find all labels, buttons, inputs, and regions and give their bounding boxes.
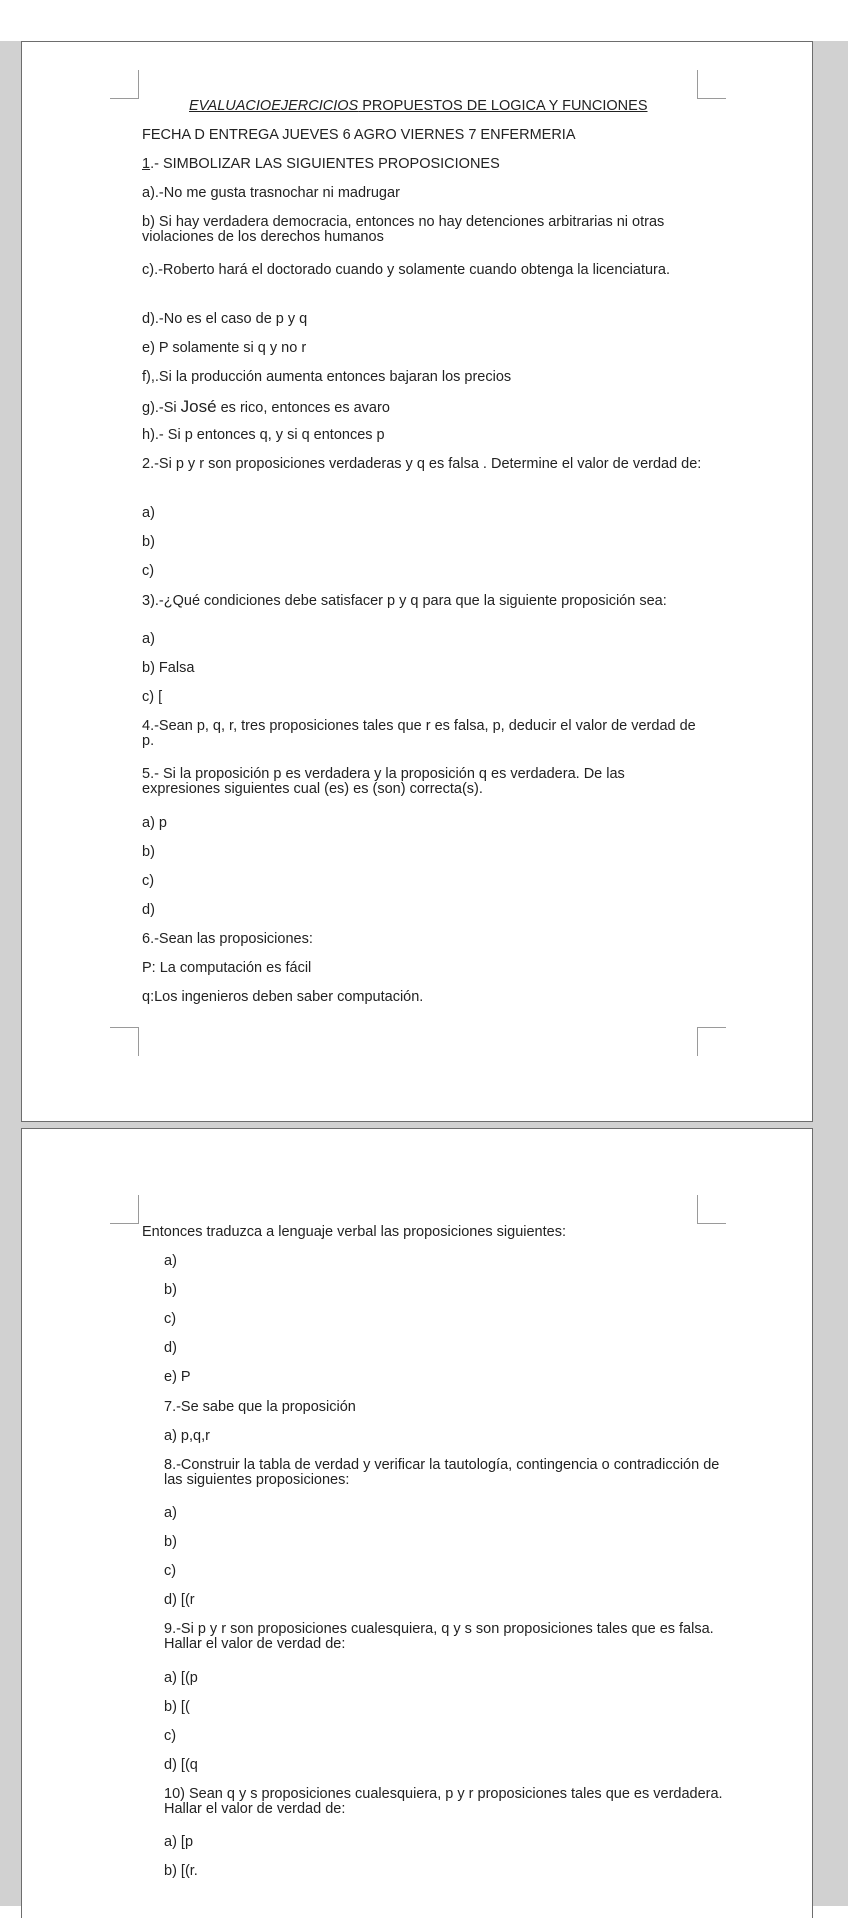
question-2-item-c: c) (142, 563, 155, 579)
question-5-item-c: c) (142, 873, 155, 889)
question-2-item-a: a) (142, 505, 155, 521)
question-9-item-c: c) (164, 1728, 177, 1744)
question-2-heading: 2.-Si p y r son proposiciones verdaderas y q es falsa . Determine el valor de verdad de: (142, 456, 702, 472)
margin-mark-bottom-right (697, 1027, 726, 1056)
translate-item-c: c) (164, 1311, 177, 1327)
question-1-item-h: h).- Si p entonces q, y si q entonces p (142, 427, 385, 443)
margin-mark-bottom-left (110, 1027, 139, 1056)
question-8-item-b: b) (164, 1534, 177, 1550)
question-3-item-a: a) (142, 631, 155, 647)
question-5-item-a: a) p (142, 815, 167, 831)
question-1-item-e: e) P solamente si q y no r (142, 340, 307, 356)
question-9-item-b: b) [( (164, 1699, 190, 1715)
translate-heading: Entonces traduzca a lenguaje verbal las proposiciones siguientes: (142, 1224, 566, 1240)
margin-mark-top-left (110, 1195, 139, 1224)
question-7-item-a: a) p,q,r (164, 1428, 210, 1444)
question-1-item-c: c).-Roberto hará el doctorado cuando y solamente cuando obtenga la licenciatura. (142, 262, 670, 278)
question-1-item-b: b) Si hay verdadera democracia, entonces no hay detenciones arbitrarias ni otras violaciones de los derechos humanos (142, 214, 665, 245)
document-page-1 (21, 41, 813, 1122)
question-8-heading: 8.-Construir la tabla de verdad y verificar la tautología, contingencia o contradicción de las siguientes proposiciones: (164, 1457, 720, 1488)
delivery-date: FECHA D ENTREGA JUEVES 6 AGRO VIERNES 7 ENFERMERIA (142, 127, 576, 143)
document-page-2 (21, 1128, 813, 1918)
question-1-item-g: g).-Si José es rico, entonces es avaro (142, 397, 390, 416)
margin-mark-top-right (697, 70, 726, 99)
question-1-heading: 1.- SIMBOLIZAR LAS SIGUIENTES PROPOSICIONES (142, 156, 500, 172)
question-7-heading: 7.-Se sabe que la proposición (164, 1399, 356, 1415)
question-6-proposition-p: P: La computación es fácil (142, 960, 312, 976)
question-3-heading: 3).-¿Qué condiciones debe satisfacer p y q para que la siguiente proposición sea: (142, 593, 667, 609)
translate-item-e: e) P (164, 1369, 191, 1385)
question-1-item-d: d).-No es el caso de p y q (142, 311, 308, 327)
question-3-item-c: c) [ (142, 689, 163, 705)
question-10-heading: 10) Sean q y s proposiciones cualesquiera, p y r proposiciones tales que es verdadera. Hallar el valor de verdad de: (164, 1786, 723, 1817)
question-5-item-b: b) (142, 844, 155, 860)
question-10-item-a: a) [p (164, 1834, 194, 1850)
question-5-heading: 5.- Si la proposición p es verdadera y la proposición q es verdadera. De las expresiones siguientes cual (es) es (son) correcta(s). (142, 766, 625, 797)
translate-item-d: d) (164, 1340, 177, 1356)
question-9-heading: 9.-Si p y r son proposiciones cualesquiera, q y s son proposiciones tales que es falsa. Hallar el valor de verdad de: (164, 1621, 714, 1652)
question-6-heading: 6.-Sean las proposiciones: (142, 931, 313, 947)
question-8-item-d: d) [(r (164, 1592, 195, 1608)
question-10-item-b: b) [(r. (164, 1863, 198, 1879)
margin-mark-top-left (110, 70, 139, 99)
question-2-item-b: b) (142, 534, 155, 550)
question-4-heading: 4.-Sean p, q, r, tres proposiciones tales que r es falsa, p, deducir el valor de verdad de p. (142, 718, 696, 749)
question-1-item-a: a).-No me gusta trasnochar ni madrugar (142, 185, 400, 201)
document-title: EVALUACIOEJERCICIOS PROPUESTOS DE LOGICA Y FUNCIONES (189, 98, 648, 114)
question-6-proposition-q: q:Los ingenieros deben saber computación. (142, 989, 424, 1005)
question-9-item-a: a) [(p (164, 1670, 198, 1686)
top-toolbar-area (0, 0, 848, 41)
translate-item-a: a) (164, 1253, 177, 1269)
question-5-item-d: d) (142, 902, 155, 918)
question-8-item-c: c) (164, 1563, 177, 1579)
question-8-item-a: a) (164, 1505, 177, 1521)
question-1-item-f: f),.Si la producción aumenta entonces bajaran los precios (142, 369, 512, 385)
question-9-item-d: d) [(q (164, 1757, 198, 1773)
margin-mark-top-right (697, 1195, 726, 1224)
translate-item-b: b) (164, 1282, 177, 1298)
question-3-item-b: b) Falsa (142, 660, 195, 676)
